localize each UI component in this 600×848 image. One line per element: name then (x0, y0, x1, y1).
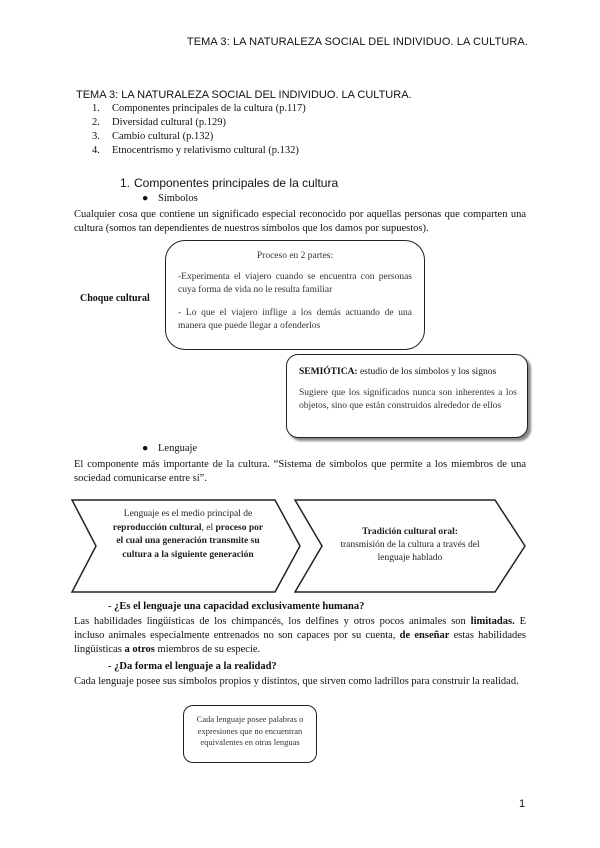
toc-item (92, 116, 306, 130)
question-2-answer: Cada lenguaje posee sus símbolos propios y distintos, que sirven como ladrillos para construir la realidad. (74, 676, 519, 687)
page-number: 1 (519, 798, 526, 810)
question-1-answer (74, 615, 526, 657)
toc-item-text: Diversidad cultural (p.129) (112, 117, 227, 128)
final-note-text: Cada lenguaje posee palabras o expresiones que no encuentran equivalentes en otras lenguas (196, 714, 304, 747)
toc-item-number: 2. (92, 117, 100, 128)
arrow1-text-c: , el (201, 522, 216, 533)
running-header: TEMA 3: LA NATURALEZA SOCIAL DEL INDIVIDUO. LA CULTURA. (186, 36, 528, 48)
simbolos-paragraph: Cualquier cosa que contiene un significado especial reconocido por aquellas personas que comparten una cultura (somos tan dependientes de nuestros símbolos que los damos por supuestos). (74, 209, 526, 234)
bullet-icon: ● (142, 443, 149, 454)
bullet-simbolos-label: Símbolos (158, 193, 198, 204)
lenguaje-paragraph: El componente más importante de la cultura. “Sistema de símbolos que permite a los miembros de una sociedad comunicarse entre sí”. (74, 459, 526, 484)
q1-text-f: a otros (124, 644, 155, 655)
semiotica-label: SEMIÓTICA: (299, 367, 358, 377)
toc-list (92, 102, 306, 158)
document-title: TEMA 3: LA NATURALEZA SOCIAL DEL INDIVIDUO. LA CULTURA. (76, 89, 412, 101)
proceso-title: Proceso en 2 partes: (256, 251, 334, 261)
arrow2-body: transmisión de la cultura a través del lenguaje hablado (340, 540, 480, 563)
toc-item (92, 144, 306, 158)
semiotica-text: Sugiere que los significados nunca son inherentes a los objetos, sino que están construidos alrededor de ellos (299, 388, 517, 411)
proceso-part-2: - Lo que el viajero inflige a los demás actuando de una manera que puede llegar a ofenderlos (178, 308, 412, 331)
q1-text-b: limitadas. (470, 616, 515, 627)
section-heading (120, 176, 338, 190)
toc-item-number: 3. (92, 131, 100, 142)
toc-item-text: Etnocentrismo y relativismo cultural (p.132) (112, 145, 299, 156)
toc-item-text: Cambio cultural (p.132) (112, 131, 214, 142)
arrow1-text-d: proceso por el cual una generación transmite su cultura a la siguiente generación (116, 522, 264, 560)
bullet-icon: ● (142, 193, 149, 204)
arrow1-text (112, 508, 264, 562)
semiotica-definition: estudio de los símbolos y los signos (357, 367, 497, 377)
bullet-lenguaje (142, 442, 197, 456)
section-number: 1. (120, 176, 131, 190)
bullet-simbolos (142, 192, 198, 206)
arrow2-text (330, 526, 490, 565)
q1-text-d: de enseñar (399, 630, 450, 641)
question-2: - ¿Da forma el lenguaje a la realidad? (108, 661, 277, 672)
choque-cultural-label: Choque cultural (80, 293, 150, 304)
q1-text-e: estas habilidades lingüísticas (74, 630, 527, 655)
toc-item-number: 4. (92, 145, 100, 156)
arrow1-text-a: Lenguaje es el medio principal de (123, 509, 253, 519)
final-note-box (183, 705, 317, 763)
toc-item (92, 130, 306, 144)
q1-text-a: Las habilidades lingüísticas de los chimpancés, los delfines y otros pocos animales son (74, 616, 471, 627)
toc-item (92, 102, 306, 116)
section-title: Componentes principales de la cultura (134, 176, 339, 190)
proceso-box (165, 240, 425, 350)
arrow1-text-b: reproducción cultural (112, 522, 202, 533)
toc-item-text: Componentes principales de la cultura (p.117) (112, 103, 306, 114)
arrow2-title: Tradición cultural oral: (362, 527, 458, 537)
question-1: - ¿Es el lenguaje una capacidad exclusivamente humana? (108, 601, 365, 612)
bullet-lenguaje-label: Lenguaje (158, 443, 198, 454)
proceso-part-1: -Experimenta el viajero cuando se encuentra con personas cuya forma de vida no le resulta familiar (178, 272, 412, 295)
toc-item-number: 1. (92, 103, 100, 114)
semiotica-heading (299, 366, 517, 379)
q1-text-g: miembros de su especie. (154, 644, 261, 655)
semiotica-box (286, 354, 528, 438)
q1-text-c: E incluso animales especialmente entrenados no son capaces por su cuenta, (74, 616, 526, 641)
